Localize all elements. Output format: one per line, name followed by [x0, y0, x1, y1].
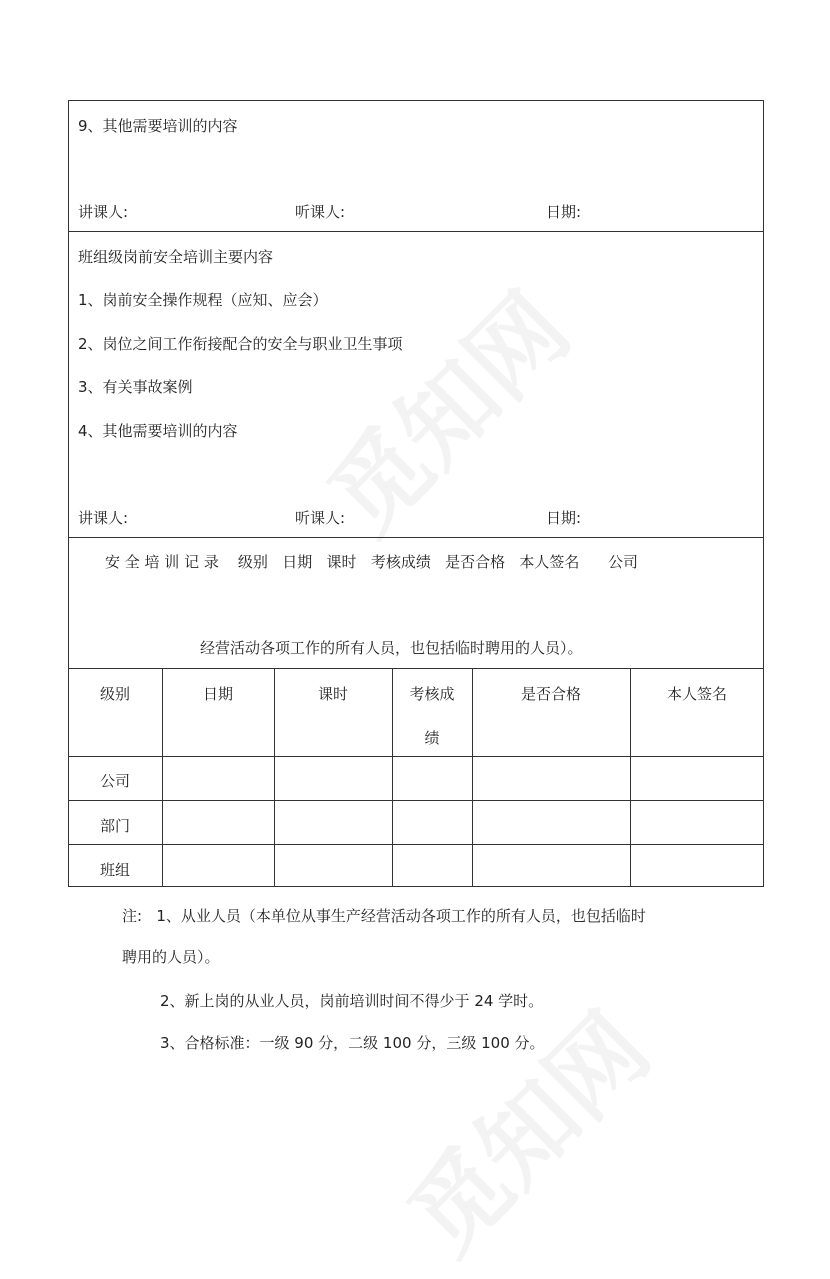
note-1: 注: 1、从业人员（本单位从事生产经营活动各项工作的所有人员，也包括临时 [122, 907, 646, 925]
table-header-cell: 本人签名 [666, 685, 727, 703]
note-1-cont: 聘用的人员）。 [122, 948, 220, 966]
list-item: 1、岗前安全操作规程（应知、应会） [78, 291, 328, 309]
lecturer-label: 讲课人: [78, 203, 129, 221]
note-2: 2、新上岗的从业人员，岗前培训时间不得少于 24 学时。 [160, 992, 544, 1010]
lecturer-label: 讲课人: [78, 509, 129, 527]
table-header-cell: 考核成 [409, 685, 455, 703]
table-row-border [68, 800, 764, 801]
table-row-label: 班组 [99, 861, 130, 879]
note-3: 3、合格标准：一级 90 分，二级 100 分，三级 100 分。 [160, 1034, 545, 1052]
divider [68, 537, 764, 538]
list-item: 4、其他需要培训的内容 [78, 422, 238, 440]
watermark [374, 978, 675, 1279]
table-header-cell: 是否合格 [520, 685, 581, 703]
table-row-border [68, 756, 764, 757]
table-header-cell: 级别 [99, 685, 130, 703]
listener-label: 听课人: [295, 509, 346, 527]
list-item: 3、有关事故案例 [78, 378, 193, 396]
table-header-cell-wrap: 绩 [424, 729, 440, 747]
date-label: 日期: [546, 509, 582, 527]
item-9: 9、其他需要培训的内容 [78, 117, 238, 135]
table-row-border [68, 844, 764, 845]
record-header: 安 全 培 训 记 录 级别 日期 课时 考核成绩 是否合格 本人签名 公司 [105, 553, 639, 571]
section-title: 班组级岗前安全培训主要内容 [78, 248, 274, 266]
table-row-label: 部门 [99, 817, 130, 835]
record-subline: 经营活动各项工作的所有人员，也包括临时聘用的人员）。 [200, 639, 583, 657]
date-label: 日期: [546, 203, 582, 221]
listener-label: 听课人: [295, 203, 346, 221]
table-header-top [68, 668, 764, 669]
table-header-cell: 日期 [202, 685, 233, 703]
table-row-label: 公司 [99, 772, 130, 790]
form-table-frame [68, 100, 764, 887]
divider [68, 231, 764, 232]
table-header-cell: 课时 [317, 685, 348, 703]
list-item: 2、岗位之间工作衔接配合的安全与职业卫生事项 [78, 335, 403, 353]
